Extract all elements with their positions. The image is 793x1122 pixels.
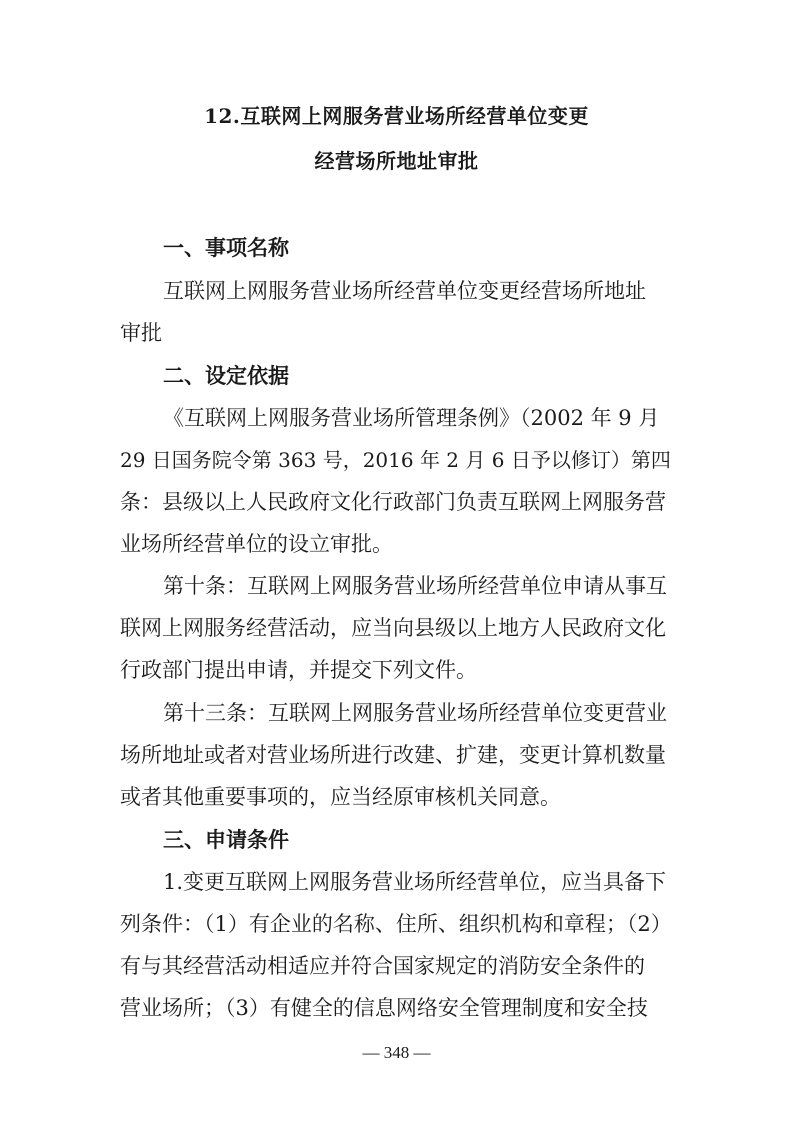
paragraph-line: 审批 — [120, 321, 162, 345]
paragraph-line: 《互联网上网服务营业场所管理条例》（2002 年 9 月 — [163, 406, 660, 430]
paragraph-line: 29 日国务院令第 363 号，2016 年 2 月 6 日予以修订）第四 — [120, 448, 671, 472]
paragraph-line: 列条件：（1）有企业的名称、住所、组织机构和章程；（2） — [120, 912, 672, 936]
paragraph-line: 1.变更互联网上网服务营业场所经营单位，应当具备下 — [163, 870, 667, 894]
section-heading-legal-basis: 二、设定依据 — [163, 364, 289, 388]
section-heading-item-name: 一、事项名称 — [163, 236, 289, 260]
paragraph-line: 第十三条：互联网上网服务营业场所经营单位变更营业 — [163, 701, 667, 725]
section-heading-conditions: 三、申请条件 — [163, 828, 289, 852]
paragraph-line: 联网上网服务经营活动，应当向县级以上地方人民政府文化 — [120, 616, 666, 640]
paragraph-line: 或者其他重要事项的，应当经原审核机关同意。 — [120, 785, 561, 809]
paragraph-line: 互联网上网服务营业场所经营单位变更经营场所地址 — [163, 279, 646, 303]
paragraph-line: 业场所经营单位的设立审批。 — [120, 532, 393, 556]
paragraph-line: 有与其经营活动相适应并符合国家规定的消防安全条件的 — [120, 954, 645, 978]
paragraph-line: 条：县级以上人民政府文化行政部门负责互联网上网服务营 — [120, 490, 666, 514]
paragraph-line: 第十条：互联网上网服务营业场所经营单位申请从事互 — [163, 574, 667, 598]
page-number: — 348 — — [362, 1043, 431, 1062]
document-title-line-1: 12.互联网上网服务营业场所经营单位变更 — [204, 104, 589, 128]
paragraph-line: 场所地址或者对营业场所进行改建、扩建，变更计算机数量 — [120, 743, 666, 767]
document-title-line-2: 经营场所地址审批 — [314, 149, 479, 173]
paragraph-line: 营业场所；（3）有健全的信息网络安全管理制度和安全技 — [120, 996, 648, 1020]
paragraph-line: 行政部门提出申请，并提交下列文件。 — [120, 658, 477, 682]
